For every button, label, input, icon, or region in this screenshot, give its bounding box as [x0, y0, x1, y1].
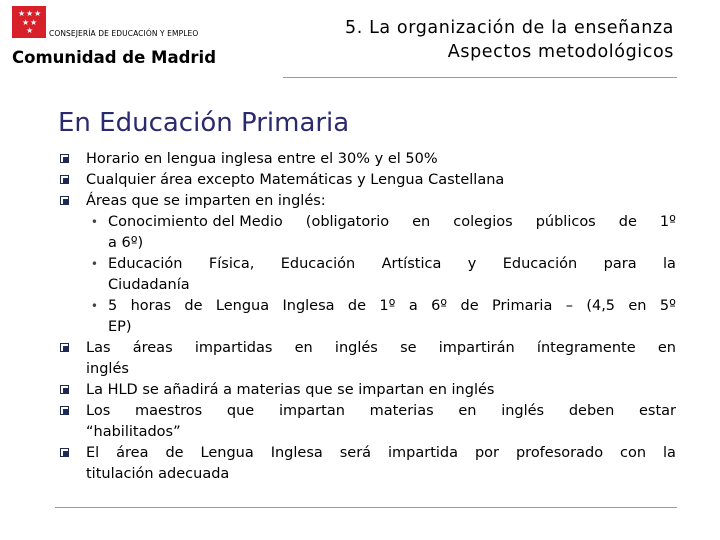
header-title-line-1: 5. La organización de la enseñanza — [345, 18, 674, 38]
list-item: El área de Lengua Inglesa será impartida por profesorado con la titulación adecuada — [60, 443, 676, 485]
list-item: Las áreas impartidas en inglés se impartirán íntegramente en inglés — [60, 338, 676, 380]
footer-divider — [55, 507, 677, 508]
dot-bullet-icon: • — [90, 299, 98, 313]
sub-list-item: • Conocimiento del Medio (obligatorio en colegios públicos de 1º a 6º) — [86, 212, 676, 254]
page-title: En Educación Primaria — [58, 108, 350, 138]
header-divider — [283, 77, 677, 78]
content-list — [60, 149, 676, 485]
logo-region-text: Comunidad de Madrid — [12, 48, 217, 67]
sub-list — [86, 212, 676, 338]
checkbox-bullet-icon — [60, 406, 69, 415]
madrid-flag-icon: ★ ★ ★ ★ ★ ★ — [12, 6, 46, 38]
dot-bullet-icon: • — [90, 215, 98, 229]
list-item: Cualquier área excepto Matemáticas y Lengua Castellana — [60, 170, 676, 191]
list-item: Áreas que se imparten en inglés: • Conocimiento del Medio (obligatorio en colegios públicos de 1º a 6º) • Educación Física, Educación Artística y Educación para la Ciudadanía • 5 horas de Lengua Inglesa de 1º a 6º de Primaria – (4,5 en 5º EP) — [60, 191, 676, 338]
slide-header-title — [345, 16, 674, 64]
list-item: La HLD se añadirá a materias que se impartan en inglés — [60, 380, 676, 401]
checkbox-bullet-icon — [60, 196, 69, 205]
logo-ministry-text: CONSEJERÍA DE EDUCACIÓN Y EMPLEO — [49, 29, 199, 38]
checkbox-bullet-icon — [60, 448, 69, 457]
header-title-line-2: Aspectos metodológicos — [447, 42, 674, 62]
checkbox-bullet-icon — [60, 175, 69, 184]
checkbox-bullet-icon — [60, 385, 69, 394]
sub-list-item: • 5 horas de Lengua Inglesa de 1º a 6º de Primaria – (4,5 en 5º EP) — [86, 296, 676, 338]
list-item: Los maestros que impartan materias en inglés deben estar “habilitados” — [60, 401, 676, 443]
list-item: Horario en lengua inglesa entre el 30% y el 50% — [60, 149, 676, 170]
sub-list-item: • Educación Física, Educación Artística y Educación para la Ciudadanía — [86, 254, 676, 296]
dot-bullet-icon: • — [90, 257, 98, 271]
checkbox-bullet-icon — [60, 154, 69, 163]
comunidad-de-madrid-logo — [12, 6, 232, 68]
checkbox-bullet-icon — [60, 343, 69, 352]
